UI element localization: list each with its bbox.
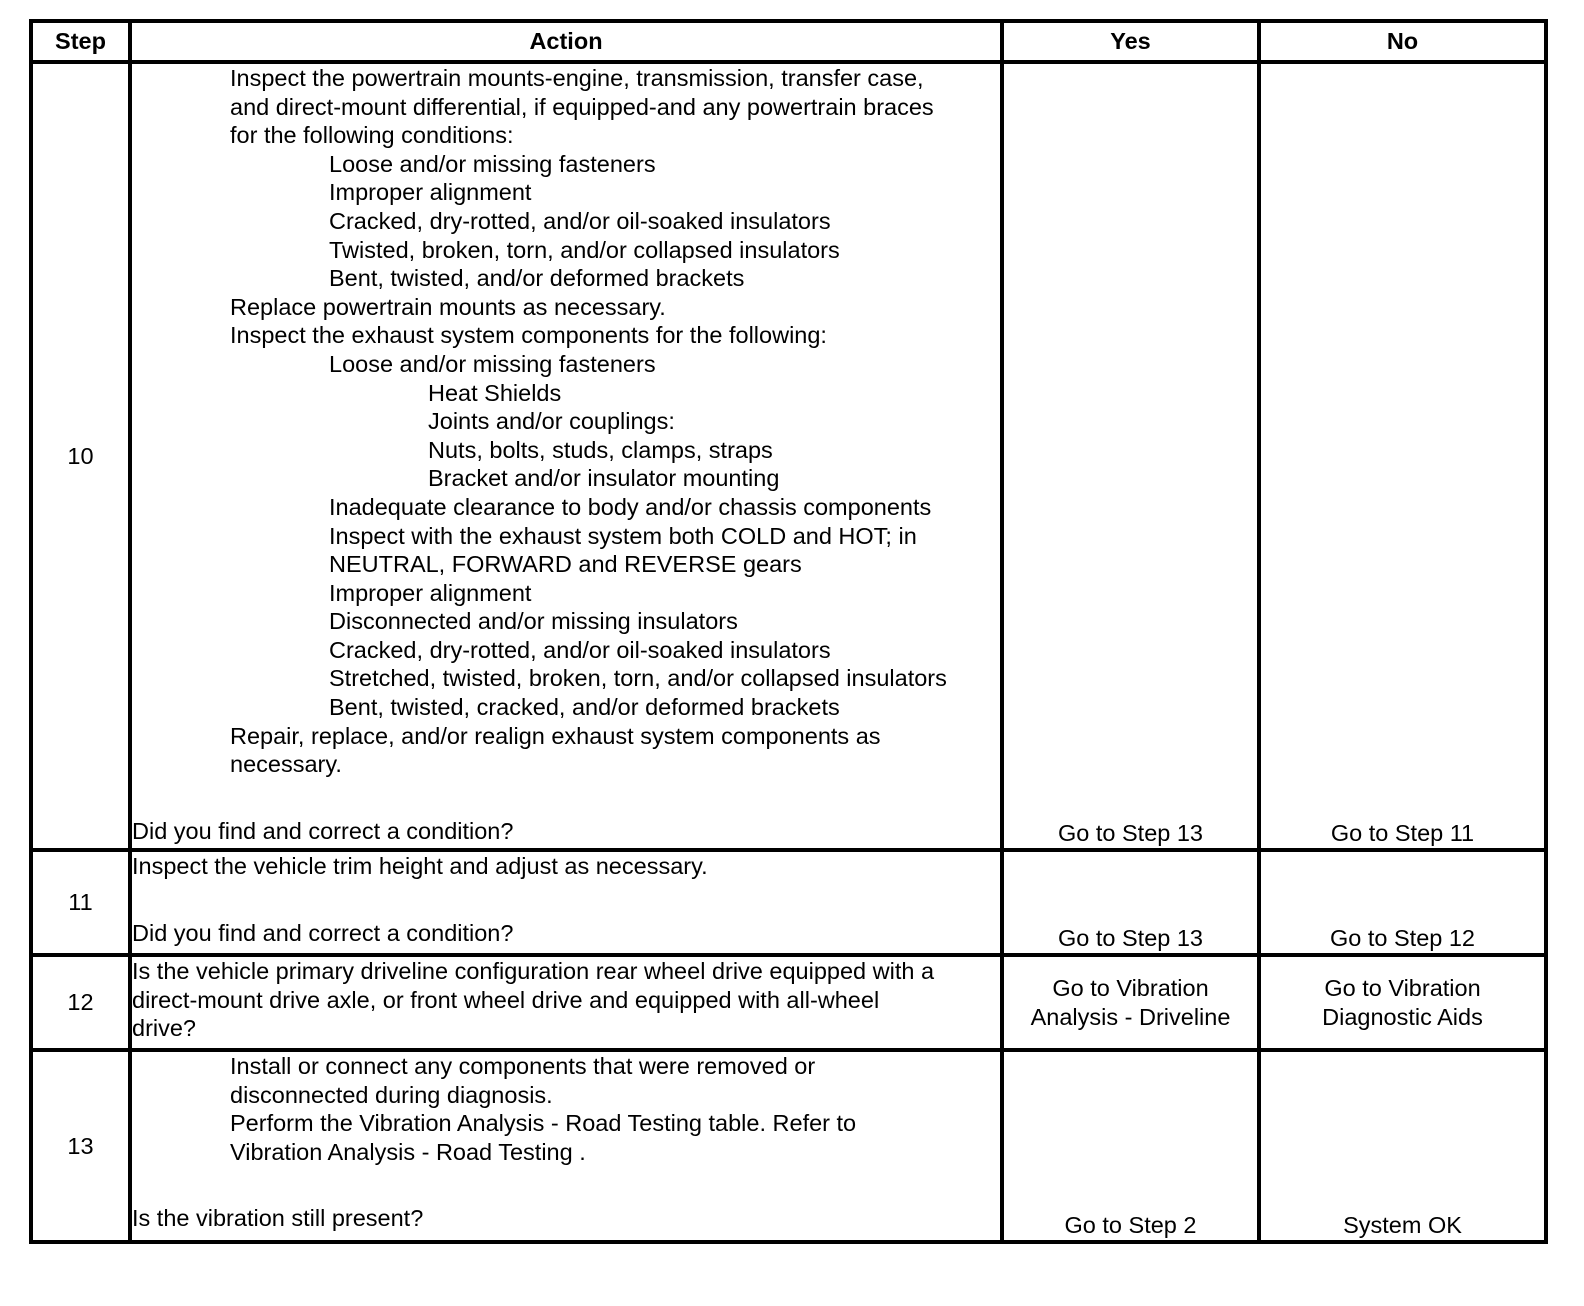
action-line: Improper alignment (329, 179, 532, 206)
action-line: Is the vehicle primary driveline configuration rear wheel drive equipped with a (132, 958, 935, 984)
diagnostic-table (29, 19, 1548, 1244)
yes-result-line: Analysis - Driveline (1030, 1003, 1231, 1030)
header-action: Action (130, 21, 1002, 62)
table-row-step-12 (31, 955, 1546, 1050)
action-line: Inspect with the exhaust system both COLD and HOT; in (329, 522, 917, 549)
action-line: Install or connect any components that were removed or (230, 1053, 816, 1079)
action-line: Perform the Vibration Analysis - Road Testing table. Refer to (230, 1110, 857, 1137)
no-result (1259, 955, 1546, 1050)
no-result-line: Diagnostic Aids (1322, 1003, 1483, 1030)
action-cell (130, 1050, 1002, 1242)
action-line: Joints and/or couplings: (428, 408, 675, 435)
step-number: 12 (31, 955, 130, 1050)
header-step: Step (31, 21, 130, 62)
header-row (31, 21, 1546, 62)
action-line: Inspect the powertrain mounts-engine, transmission, transfer case, (230, 65, 924, 91)
action-line: Cracked, dry-rotted, and/or oil-soaked insulators (329, 207, 831, 234)
action-line: Loose and/or missing fasteners (329, 350, 656, 377)
action-line: drive? (132, 1015, 197, 1042)
action-line: Twisted, broken, torn, and/or collapsed insulators (329, 236, 840, 263)
action-line: necessary. (230, 751, 342, 778)
yes-result: Go to Step 2 (1002, 1050, 1259, 1242)
action-line: direct-mount drive axle, or front wheel drive and equipped with all-wheel (132, 986, 880, 1013)
action-line: Vibration Analysis - Road Testing . (230, 1138, 586, 1165)
no-result: Go to Step 11 (1259, 62, 1546, 850)
no-result: Go to Step 12 (1259, 850, 1546, 955)
action-cell (130, 850, 1002, 955)
yes-result (1002, 955, 1259, 1050)
action-line: Replace powertrain mounts as necessary. (230, 293, 666, 320)
action-line: Bracket and/or insulator mounting (428, 465, 780, 492)
action-cell (130, 62, 1002, 850)
step-number: 11 (31, 850, 130, 955)
action-line: NEUTRAL, FORWARD and REVERSE gears (329, 551, 802, 578)
question-text: Is the vibration still present? (132, 1205, 424, 1232)
no-result: System OK (1259, 1050, 1546, 1242)
step-number: 10 (31, 62, 130, 850)
action-line: Nuts, bolts, studs, clamps, straps (428, 436, 773, 463)
yes-result-line: Go to Vibration (1052, 974, 1209, 1001)
yes-result: Go to Step 13 (1002, 62, 1259, 850)
no-result-line: Go to Vibration (1324, 974, 1481, 1001)
action-line: Inadequate clearance to body and/or chassis components (329, 493, 932, 520)
action-cell (130, 955, 1002, 1050)
table-row-step-11 (31, 850, 1546, 955)
question-text: Did you find and correct a condition? (132, 919, 514, 946)
header-yes: Yes (1002, 21, 1259, 62)
step-number: 13 (31, 1050, 130, 1242)
header-no: No (1259, 21, 1546, 62)
action-line: Cracked, dry-rotted, and/or oil-soaked insulators (329, 636, 831, 663)
action-line: Inspect the exhaust system components for the following: (230, 322, 827, 349)
action-line: Disconnected and/or missing insulators (329, 608, 738, 635)
action-line: Repair, replace, and/or realign exhaust system components as (230, 722, 881, 749)
action-line: Heat Shields (428, 379, 562, 406)
action-line: for the following conditions: (230, 122, 514, 149)
question-text: Did you find and correct a condition? (132, 817, 514, 844)
action-line: Improper alignment (329, 579, 532, 606)
action-line: Inspect the vehicle trim height and adjust as necessary. (132, 853, 708, 879)
action-line: disconnected during diagnosis. (230, 1081, 553, 1108)
action-line: Loose and/or missing fasteners (329, 150, 656, 177)
yes-result: Go to Step 13 (1002, 850, 1259, 955)
action-line: Bent, twisted, cracked, and/or deformed brackets (329, 694, 840, 721)
action-line: Bent, twisted, and/or deformed brackets (329, 265, 745, 292)
action-line: and direct-mount differential, if equipped-and any powertrain braces (230, 93, 934, 120)
table-row-step-10 (31, 62, 1546, 850)
table-row-step-13 (31, 1050, 1546, 1242)
action-line: Stretched, twisted, broken, torn, and/or collapsed insulators (329, 665, 947, 692)
